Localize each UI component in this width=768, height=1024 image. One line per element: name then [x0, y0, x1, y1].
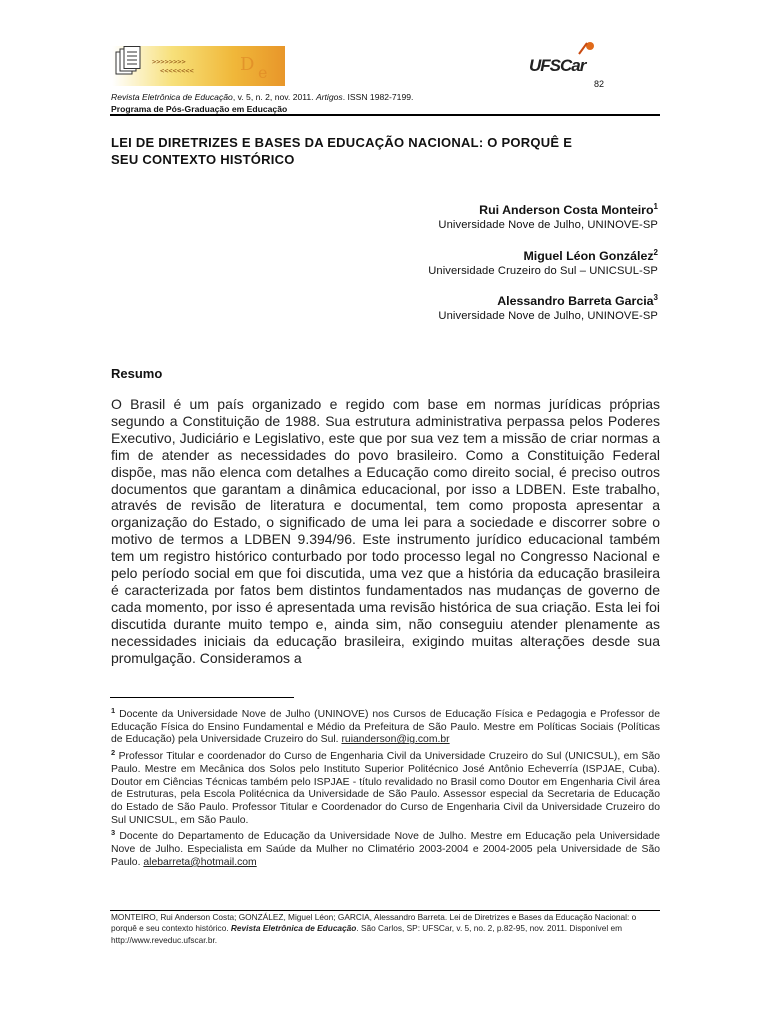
- footnotes: [111, 705, 660, 869]
- logo-arrows-bottom: <<<<<<<<: [160, 67, 194, 75]
- logo-arrows-top: >>>>>>>>: [152, 58, 186, 66]
- journal-logo: [112, 46, 285, 86]
- footnote-divider: [110, 697, 294, 698]
- citation-part-2: . São Carlos, SP: UFSCar, v. 5, no. 2, p.82-95, nov. 2011. Disponível em http://www.reveduc.ufscar.br.: [111, 923, 622, 945]
- journal-details: , v. 5, n. 2, nov. 2011.: [232, 92, 316, 102]
- page-number: 82: [594, 79, 605, 89]
- footnote-text: Docente da Universidade Nove de Julho (UNINOVE) nos Cursos de Educação Física e Pedagogia e Professor de Educação Física do Ensino Fundamental e Médio da Prefeitura de São Paulo. Mestre em Políticas Sociais (Políticas de Educação) pela Universidade Cruzeiro do Sul.: [111, 709, 660, 746]
- author-name-text: Rui Anderson Costa Monteiro: [479, 203, 654, 217]
- author-name-text: Miguel Léon González: [523, 249, 654, 263]
- author-name: [428, 245, 658, 264]
- citation-journal: Revista Eletrônica de Educação: [230, 923, 357, 934]
- email-link[interactable]: ruianderson@ig.com.br: [341, 734, 450, 746]
- article-title-line-1: LEI DE DIRETRIZES E BASES DA EDUCAÇÃO NACIONAL: O PORQUÊ E: [111, 135, 573, 150]
- author-affiliation: Universidade Nove de Julho, UNINOVE-SP: [438, 219, 658, 231]
- footnote-mark: 2: [111, 748, 116, 758]
- journal-issn: . ISSN 1982-7199.: [342, 92, 414, 102]
- author-name-text: Alessandro Barreta Garcia: [497, 294, 654, 308]
- journal-section: Artigos: [315, 92, 343, 102]
- abstract-heading: Resumo: [111, 366, 163, 381]
- svg-text:D: D: [240, 54, 255, 75]
- author-block: [438, 290, 658, 323]
- footnote-mark: 1: [111, 706, 116, 715]
- author-name: [438, 290, 658, 309]
- footnote-1: [111, 705, 660, 747]
- journal-name: Revista Eletrônica de Educação: [111, 92, 233, 102]
- article-title: [111, 134, 666, 168]
- citation: [111, 912, 660, 946]
- author-affiliation: Universidade Nove de Julho, UNINOVE-SP: [438, 310, 658, 322]
- citation-part-1: MONTEIRO, Rui Anderson Costa; GONZÁLEZ, Miguel Léon; GARCIA, Alessandro Barreta. Lei de Diretrizes e Bases da Educação Nacional: o porquê e seu contexto histórico.: [111, 912, 637, 934]
- footnote-ref[interactable]: 3: [653, 293, 658, 302]
- author-name: [438, 199, 658, 218]
- abstract-body: O Brasil é um país organizado e regido com base em normas jurídicas próprias segundo a Constituição de 1988. Sua estrutura administrativa perpassa pelos Poderes Executivo, Judiciário e Legislativo, este que por sua vez tem a missão de criar normas a fim de atender as necessidades do povo brasileiro. Como a Constituição Federal dispõe, mas não elenca com detalhes a Educação como direito social, é preciso outros documentos que garantam a dinâmica educacional, por isso a LDBEN. Este trabalho, através de revisão de literatura e documental, tem como proposta apresentar a organização do Estado, o significado de uma lei para a sociedade e discorrer sobre o motivo de termos a LDBEN 9.394/96. Este instrumento jurídico educacional também tem um registro histórico conturbado por todo processo legal no Congresso Nacional e pelo período social em que foi discutida, uma vez que a história da educação brasileira é caracterizada por fatos bem distintos fundamentados nas mudanças de governo de cada momento, por isso é apresentada uma revisão histórica de sua criação. Esta lei foi discutida durante muito tempo e, ainda sim, não conseguiu atender plenamente as necessidades iniciais da educação brasileira, exigindo muitas alterações desde sua promulgação. Consideramos a: [111, 396, 660, 666]
- author-block: [438, 199, 658, 232]
- author-block: [428, 245, 658, 278]
- article-title-line-2: SEU CONTEXTO HISTÓRICO: [111, 152, 295, 167]
- journal-line: [111, 92, 671, 102]
- svg-text:e: e: [258, 63, 268, 82]
- program-line: Programa de Pós-Graduação em Educação: [111, 104, 288, 114]
- footnote-ref[interactable]: 2: [653, 248, 658, 257]
- footnote-ref[interactable]: 1: [653, 202, 658, 211]
- ufscar-logo: [527, 40, 597, 80]
- footnote-2: [111, 747, 660, 827]
- footnote-3: [111, 827, 660, 869]
- citation-divider: [110, 910, 660, 911]
- ufscar-logo-text: UFSCar: [529, 56, 586, 75]
- footnote-text: Docente do Departamento de Educação da Universidade Nove de Julho. Mestre em Educação pela Universidade Nove de Julho. Especialista em Saúde da Mulher no Climatério 2003-2004 e 2004-2005 pela Universidade de São Paulo.: [111, 831, 660, 868]
- author-affiliation: Universidade Cruzeiro do Sul – UNICSUL-SP: [428, 265, 658, 277]
- footnote-mark: 3: [111, 828, 116, 838]
- footnote-text: Professor Titular e coordenador do Curso de Engenharia Civil da Universidade Cruzeiro do Sul (UNICSUL), em São Paulo. Mestre em Mecânica dos Solos pelo Instituto Superior Politécnico José Antônio Echeverría (ISPJAE, Cuba). Doutor em Ciências Técnicas também pelo ISPJAE - título revalidado no Brasil como Doutor em Engenharia Civil área de Estruturas, pela Escola Politécnica da Universidade de São Paulo. Assessor especial da Secretaria de Educação do Estado de São Paulo. Professor Titular e Coordenador do Curso de Engenharia Civil da Universidade Cruzeiro do Sul UNICSUL, em São Paulo.: [111, 751, 660, 826]
- header-divider: [110, 114, 660, 116]
- email-link[interactable]: alebarreta@hotmail.com: [143, 856, 257, 868]
